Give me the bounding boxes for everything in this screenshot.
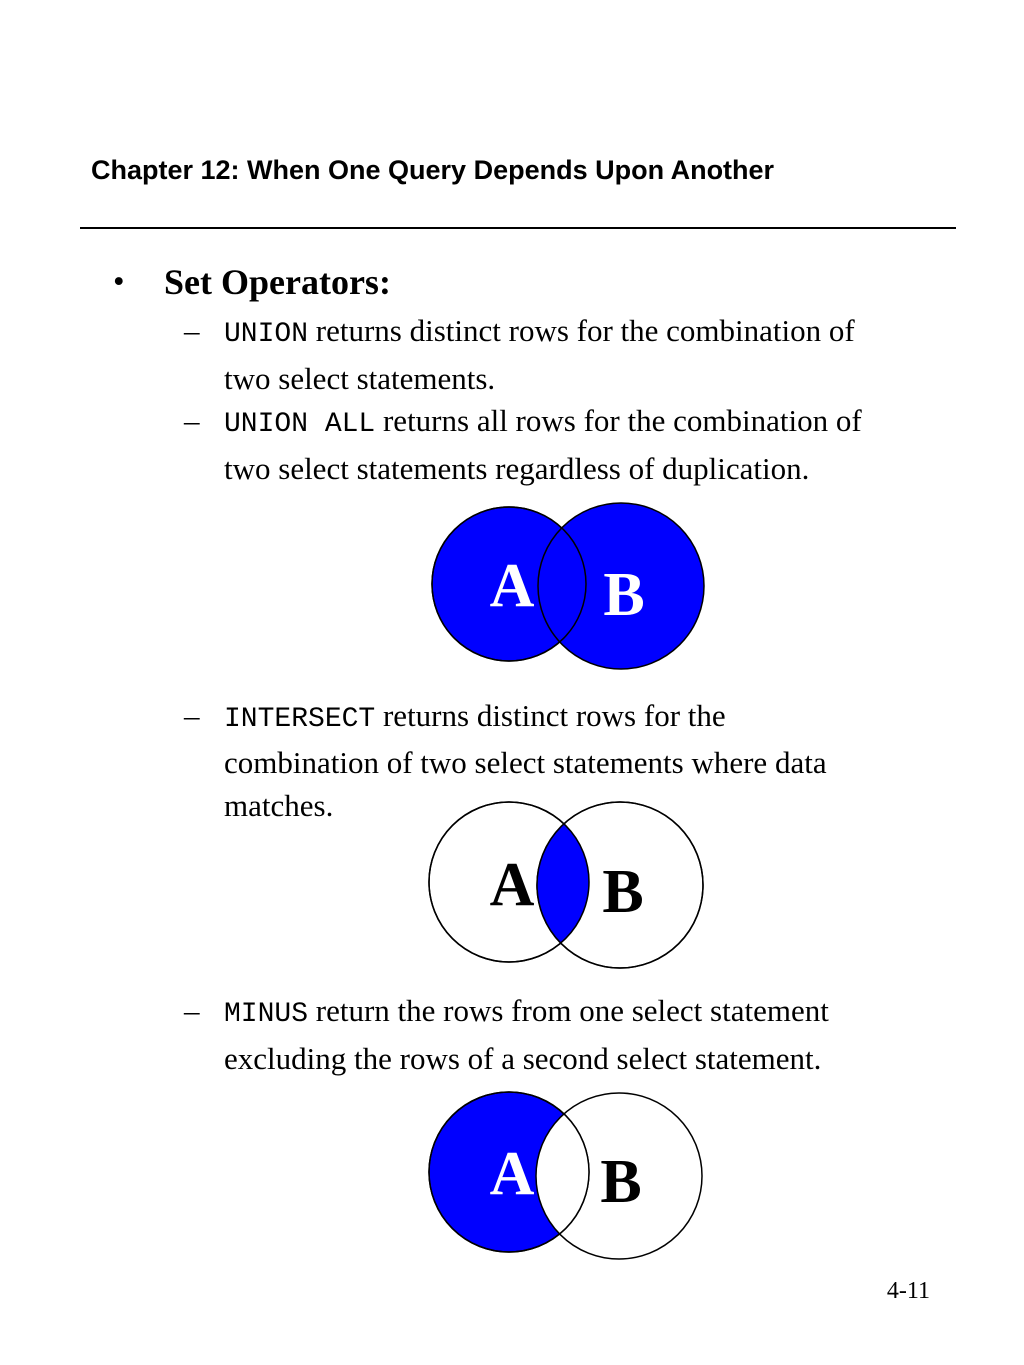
venn-minus-diagram <box>424 1086 714 1266</box>
union-all-dash: – <box>184 403 200 438</box>
minus-text-1: return the rows from one select statement <box>308 993 829 1028</box>
union-description <box>224 309 964 401</box>
union-all-line-1 <box>224 399 964 447</box>
union-keyword: UNION <box>224 319 309 350</box>
minus-line-2: excluding the rows of a second select statement. <box>224 1041 822 1076</box>
bullet-dot: • <box>113 264 125 300</box>
page-number: 4-11 <box>886 1278 930 1304</box>
minus-line-1 <box>224 989 964 1037</box>
union-dash: – <box>184 313 200 348</box>
section-heading: Set Operators: <box>164 262 391 302</box>
intersect-dash: – <box>184 698 200 733</box>
union-all-text-1: returns all rows for the combination of <box>375 403 862 438</box>
minus-keyword: MINUS <box>224 999 309 1030</box>
union-line-2: two select statements. <box>224 361 496 396</box>
union-all-line-2: two select statements regardless of duplication. <box>224 451 810 486</box>
venn-minus-label-a: A <box>489 1140 535 1208</box>
venn-union-label-b: B <box>603 561 645 629</box>
venn-union-diagram <box>424 495 714 675</box>
intersect-line-1 <box>224 694 964 741</box>
title-divider <box>80 227 956 229</box>
union-all-keyword: UNION ALL <box>224 409 376 440</box>
minus-description <box>224 989 964 1081</box>
minus-dash: – <box>184 993 200 1028</box>
chapter-title: Chapter 12: When One Query Depends Upon Another <box>91 155 775 185</box>
intersect-line-2: combination of two select statements where data <box>224 745 827 780</box>
venn-union-label-a: A <box>489 552 535 620</box>
venn-intersect-label-a: A <box>489 851 535 919</box>
union-text-1: returns distinct rows for the combination of <box>308 313 855 348</box>
venn-intersect-diagram <box>424 795 714 975</box>
union-all-description <box>224 399 964 491</box>
intersect-text-1: returns distinct rows for the <box>375 698 726 733</box>
venn-intersect-label-b: B <box>602 858 644 926</box>
intersect-keyword: INTERSECT <box>224 704 376 735</box>
intersect-line-3: matches. <box>224 788 334 823</box>
union-line-1 <box>224 309 964 357</box>
venn-minus-label-b: B <box>600 1148 642 1216</box>
